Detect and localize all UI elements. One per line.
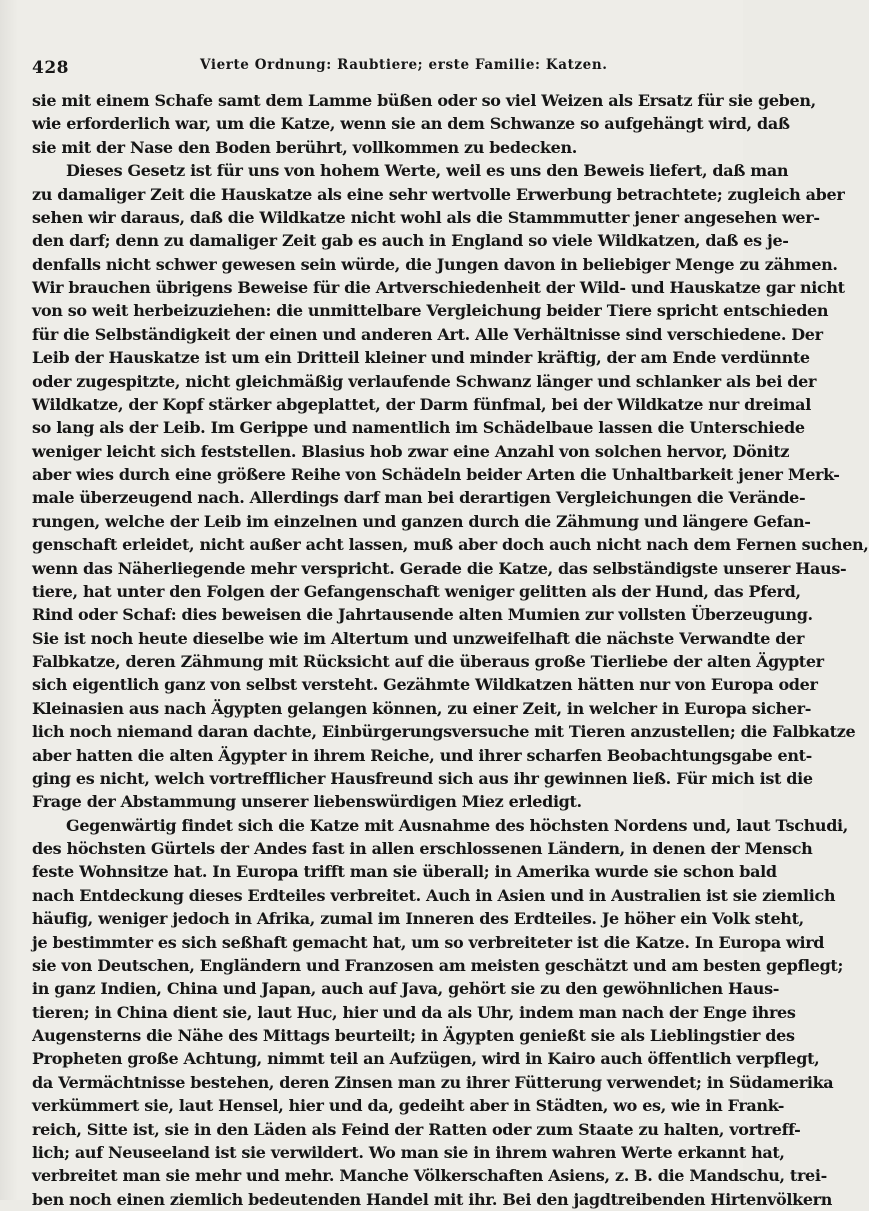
- text-line: Falbkatze, deren Zähmung mit Rücksicht auf die überaus große Tierliebe der alten Ägypter: [32, 652, 824, 671]
- body-text: [32, 89, 869, 1211]
- text-line: tieren; in China dient sie, laut Huc, hier und da als Uhr, indem man nach der Enge ihres: [32, 1002, 796, 1022]
- text-line: wenn das Näherliegende mehr verspricht. Gerade die Katze, das selbständigste unserer Haus-: [32, 558, 847, 578]
- text-line: so lang als der Leib. Im Gerippe und namentlich im Schädelbaue lassen die Unterschiede: [32, 418, 805, 438]
- page-header: [32, 54, 712, 80]
- text-line: je bestimmter es sich seßhaft gemacht hat, um so verbreiteter ist die Katze. In Europa wird: [32, 932, 825, 952]
- text-line: für die Selbständigkeit der einen und anderen Art. Alle Verhältnisse sind verschiedene. Der: [32, 324, 823, 344]
- text-line: häufig, weniger jedoch in Afrika, zumal im Inneren des Erdteiles. Je höher ein Volk steht,: [32, 909, 804, 929]
- text-line: da Vermächtnisse bestehen, deren Zinsen man zu ihrer Fütterung verwendet; in Südamerika: [32, 1072, 834, 1092]
- text-line: sie von Deutschen, Engländern und Franzosen am meisten geschätzt und am besten gepflegt;: [32, 955, 844, 975]
- text-line: oder zugespitzte, nicht gleichmäßig verlaufende Schwanz länger und schlanker als bei der: [32, 371, 817, 391]
- text-line: lich noch niemand daran dachte, Einbürgerungsversuche mit Tieren anzustellen; die Falbkatze: [32, 722, 856, 742]
- text-line: tiere, hat unter den Folgen der Gefangenschaft weniger gelitten als der Hund, das Pferd,: [32, 581, 801, 601]
- text-line: lich; auf Neuseeland ist sie verwildert. Wo man sie in ihrem wahren Werte erkannt hat,: [32, 1142, 785, 1162]
- text-line: ben noch einen ziemlich bedeutenden Handel mit ihr. Bei den jagdtreibenden Hirtenvölkern: [32, 1189, 833, 1209]
- text-line: sich eigentlich ganz von selbst versteht. Gezähmte Wildkatzen hätten nur von Europa oder: [32, 675, 818, 695]
- text-line: sie mit der Nase den Boden berührt, vollkommen zu bedecken.: [32, 137, 577, 157]
- text-line: aber wies durch eine größere Reihe von Schädeln beider Arten die Unhaltbarkeit jener Merk-: [32, 465, 840, 484]
- text-line: Wildkatze, der Kopf stärker abgeplattet, der Darm fünfmal, bei der Wildkatze nur dreimal: [32, 394, 811, 414]
- running-head: Vierte Ordnung: Raubtiere; erste Familie: Katzen.: [200, 57, 608, 73]
- text-line: des höchsten Gürtels der Andes fast in allen erschlossenen Ländern, in denen der Mensch: [32, 839, 813, 858]
- text-line: Frage der Abstammung unserer liebenswürdigen Miez erledigt.: [32, 792, 582, 812]
- text-line: Kleinasien aus nach Ägypten gelangen können, zu einer Zeit, in welcher in Europa sicher-: [32, 698, 812, 718]
- text-line: sehen wir daraus, daß die Wildkatze nicht wohl als die Stammmutter jener angesehen wer-: [32, 207, 820, 227]
- page-number: 428: [32, 58, 69, 78]
- text-line: wie erforderlich war, um die Katze, wenn sie an dem Schwanze so aufgehängt wird, daß: [32, 114, 790, 134]
- text-line: genschaft erleidet, nicht außer acht lassen, muß aber doch auch nicht nach dem Fernen suchen,: [32, 535, 869, 555]
- text-line: Wir brauchen übrigens Beweise für die Artverschiedenheit der Wild- und Hauskatze gar nicht: [32, 278, 845, 297]
- text-line: nach Entdeckung dieses Erdteiles verbreitet. Auch in Asien und in Australien ist sie ziemlich: [32, 885, 836, 905]
- text-line: verbreitet man sie mehr und mehr. Manche Völkerschaften Asiens, z. B. die Mandschu, trei-: [32, 1166, 827, 1186]
- text-line: ging es nicht, welch vortrefflicher Hausfreund sich aus ihr gewinnen ließ. Für mich ist die: [32, 768, 813, 788]
- text-line: weniger leicht sich feststellen. Blasius hob zwar eine Anzahl von solchen hervor, Dönitz: [32, 441, 790, 461]
- text-line: Leib der Hauskatze ist um ein Dritteil kleiner und minder kräftig, der am Ende verdünnte: [32, 348, 810, 368]
- text-line: male überzeugend nach. Allerdings darf man bei derartigen Vergleichungen die Verände-: [32, 488, 806, 508]
- text-line: Propheten große Achtung, nimmt teil an Aufzügen, wird in Kairo auch öffentlich verpflegt,: [32, 1049, 820, 1069]
- text-line: feste Wohnsitze hat. In Europa trifft man sie überall; in Amerika wurde sie schon bald: [32, 862, 777, 882]
- text-line: zu damaliger Zeit die Hauskatze als eine sehr wertvolle Erwerbung betrachtete; zugleich aber: [32, 184, 845, 204]
- text-line: reich, Sitte ist, sie in den Läden als Feind der Ratten oder zum Staate zu halten, vortreff-: [32, 1119, 801, 1139]
- text-line: denfalls nicht schwer gewesen sein würde, die Jungen davon in beliebiger Menge zu zähmen.: [32, 254, 838, 274]
- text-line: Gegenwärtig findet sich die Katze mit Ausnahme des höchsten Nordens und, laut Tschudi,: [66, 815, 848, 835]
- text-line: sie mit einem Schafe samt dem Lamme büßen oder so viel Weizen als Ersatz für sie geben,: [32, 91, 816, 110]
- text-line: von so weit herbeizuziehen: die unmittelbare Vergleichung beider Tiere spricht entschieden: [32, 301, 829, 321]
- text-line: aber hatten die alten Ägypter in ihrem Reiche, und ihrer scharfen Beobachtungsgabe ent-: [32, 745, 812, 765]
- text-line: rungen, welche der Leib im einzelnen und ganzen durch die Zähmung und längere Gefan-: [32, 511, 811, 531]
- text-line: den darf; denn zu damaliger Zeit gab es auch in England so viele Wildkatzen, daß es je-: [32, 231, 789, 251]
- text-line: Augensterns die Nähe des Mittags beurteilt; in Ägypten genießt sie als Lieblingstier des: [32, 1026, 795, 1045]
- text-line: Sie ist noch heute dieselbe wie im Altertum und unzweifelhaft die nächste Verwandte der: [32, 628, 805, 648]
- text-line: in ganz Indien, China und Japan, auch auf Java, gehört sie zu den gewöhnlichen Haus-: [32, 979, 780, 999]
- text-line: Dieses Gesetz ist für uns von hohem Werte, weil es uns den Beweis liefert, daß man: [66, 161, 789, 181]
- text-line: verkümmert sie, laut Hensel, hier und da, gedeiht aber in Städten, wo es, wie in Frank-: [32, 1096, 785, 1116]
- text-line: Rind oder Schaf: dies beweisen die Jahrtausende alten Mumien zur vollsten Überzeugung.: [32, 605, 813, 625]
